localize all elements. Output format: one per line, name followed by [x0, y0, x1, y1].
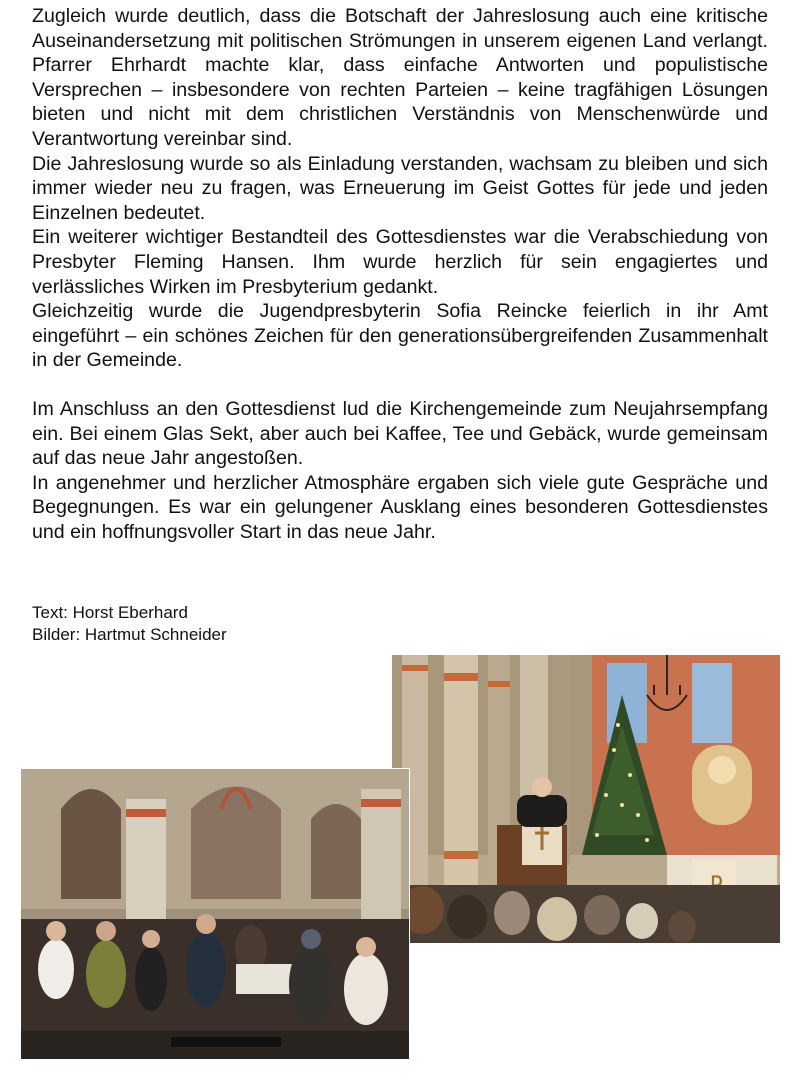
paragraph: Ein weiterer wichtiger Bestandteil des Gottesdienstes war die Verabschiedung von Presbyter Fleming Hansen. Ihm wurde herzlich für sein engagiertes und verlässliches Wirken im Presbyterium gedankt. [32, 226, 768, 298]
image-credit: Bilder: Hartmut Schneider [32, 625, 227, 644]
paragraph: Im Anschluss an den Gottesdienst lud die Kirchengemeinde zum Neujahrsempfang ein. Bei einem Glas Sekt, aber auch bei Kaffee, Tee und Gebäck, wurde gemeinsam auf das neue Jahr angestoßen. [32, 397, 768, 470]
credits [32, 602, 227, 646]
paragraph: In angenehmer und herzlicher Atmosphäre ergaben sich viele gute Gespräche und Begegnungen. Es war ein gelungener Ausklang eines besonderen Gottesdienstes und ein hoffnungsvoller Start in das neue Jahr. [32, 471, 768, 543]
text-credit: Text: Horst Eberhard [32, 603, 188, 622]
photo-church-service [392, 655, 780, 943]
photo-reception [20, 768, 410, 1060]
paragraph: Gleichzeitig wurde die Jugendpresbyterin Sofia Reincke feierlich in ihr Amt eingeführt – ein schönes Zeichen für den generationsübergreifenden Zusammenhalt in der Gemeinde. [32, 300, 768, 372]
paragraph: Die Jahreslosung wurde so als Einladung verstanden, wachsam zu bleiben und sich immer wieder neu zu fragen, was Erneuerung im Geist Gottes für jede und jeden Einzelnen bedeutet. [32, 152, 768, 224]
paragraph: Zugleich wurde deutlich, dass die Botschaft der Jahreslosung auch eine kritische Auseinandersetzung mit politischen Strömungen in unserem eigenen Land verlangt. Pfarrer Ehrhardt machte klar, dass einfache Antworten und populistische Versprechen – insbesondere von rechten Parteien – keine tragfähigen Lösungen bieten und nicht mit dem christlichen Verständnis von Menschenwürde und Verantwortung vereinbar sind. [32, 5, 768, 150]
article-body [32, 4, 768, 544]
